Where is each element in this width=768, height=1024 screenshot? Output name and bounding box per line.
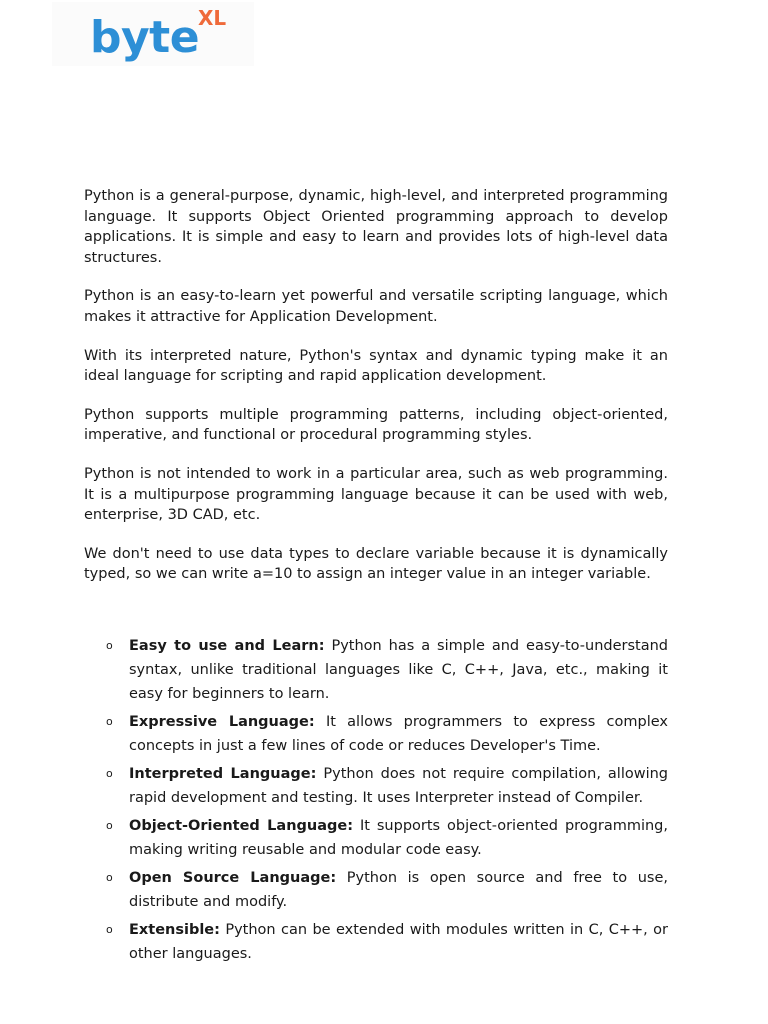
feature-item <box>84 710 668 758</box>
feature-description: Python does not require compilation, allowing rapid development and testing. It uses Interpreter instead of Compiler. <box>129 766 669 806</box>
logo-superscript: XL <box>198 6 227 30</box>
bullet-icon: o <box>106 767 113 780</box>
feature-item <box>84 762 668 810</box>
bullet-icon: o <box>106 639 113 652</box>
bullet-icon: o <box>106 819 113 832</box>
feature-term: Extensible: <box>129 922 220 938</box>
bullet-icon: o <box>106 715 113 728</box>
paragraph: Python is not intended to work in a particular area, such as web programming. It is a multipurpose programming language because it can be used with web, enterprise, 3D CAD, etc. <box>84 465 668 524</box>
paragraph: Python supports multiple programming patterns, including object-oriented, imperative, and functional or procedural programming styles. <box>84 406 668 444</box>
feature-item <box>84 918 668 966</box>
features-list <box>84 634 668 970</box>
feature-term: Expressive Language: <box>129 714 315 730</box>
bullet-icon: o <box>106 923 113 936</box>
paragraph: We don't need to use data types to declare variable because it is dynamically typed, so we can write a=10 to assign an integer value in an integer variable. <box>84 545 668 583</box>
feature-description: Python can be extended with modules written in C, C++, or other languages. <box>129 922 668 962</box>
feature-term: Easy to use and Learn: <box>129 638 325 654</box>
bullet-icon: o <box>106 871 113 884</box>
paragraph: With its interpreted nature, Python's syntax and dynamic typing make it an ideal language for scripting and rapid application development. <box>84 347 668 385</box>
feature-description: It allows programmers to express complex concepts in just a few lines of code or reduces Developer's Time. <box>129 714 668 754</box>
feature-term: Open Source Language: <box>129 870 337 886</box>
paragraph: Python is a general-purpose, dynamic, high-level, and interpreted programming language. It supports Object Oriented programming approach to develop applications. It is simple and easy to learn and provides lots of high-level data structures. <box>84 188 668 266</box>
feature-term: Interpreted Language: <box>129 766 317 782</box>
logo-wordmark: byte <box>90 12 200 63</box>
feature-item <box>84 866 668 914</box>
feature-item <box>84 814 668 862</box>
feature-item <box>84 634 668 706</box>
feature-description: Python has a simple and easy-to-understand syntax, unlike traditional languages like C, C++, Java, etc., making it easy for beginners to learn. <box>129 638 668 702</box>
feature-description: Python is open source and free to use, distribute and modify. <box>129 870 668 910</box>
feature-description: It supports object-oriented programming, making writing reusable and modular code easy. <box>129 818 668 858</box>
feature-term: Object-Oriented Language: <box>129 818 354 834</box>
intro-section <box>84 186 668 603</box>
brand-logo <box>52 2 254 66</box>
paragraph: Python is an easy-to-learn yet powerful and versatile scripting language, which makes it attractive for Application Development. <box>84 288 668 325</box>
